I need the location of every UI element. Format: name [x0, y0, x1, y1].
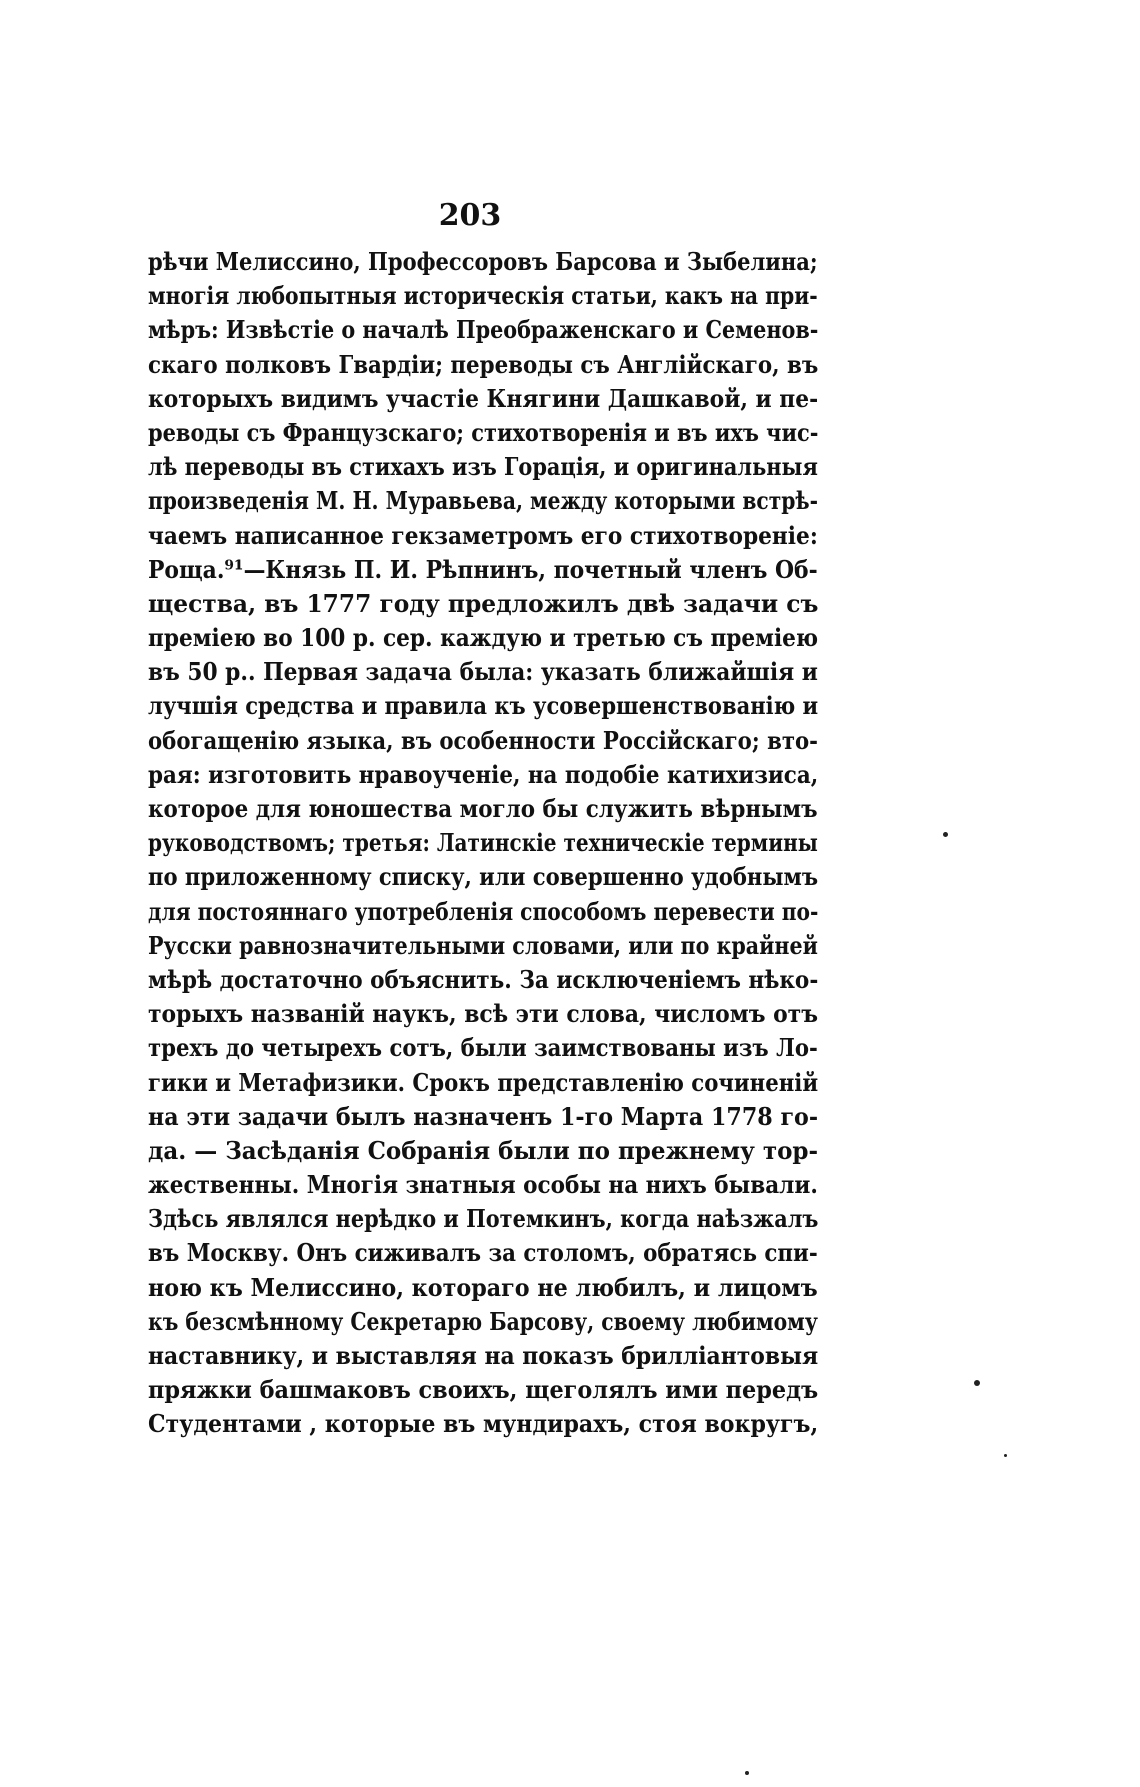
- text-line: трехъ до четырехъ сотъ, были заимствованы изъ Ло-: [148, 1033, 818, 1063]
- text-line: ною къ Мелиссино, котораго не любилъ, и лицомъ: [148, 1272, 818, 1302]
- text-line: жественны. Многія знатныя особы на нихъ бывали.: [148, 1170, 818, 1200]
- text-line: обогащенію языка, въ особенности Россійскаго; вто-: [148, 725, 818, 755]
- text-line: наставнику, и выставляя на показъ бриллiантовыя: [148, 1341, 819, 1370]
- text-line: рѣчи Мелиссино, Профессоровъ Барсова и Зыбелина;: [148, 247, 818, 276]
- text-line: въ 50 р.. Первая задача была: указать ближайшія и: [148, 657, 818, 687]
- print-speck: [974, 1380, 980, 1386]
- text-line: гики и Метафизики. Срокъ представленію сочиненій: [148, 1067, 819, 1097]
- text-line: скаго полковъ Гвардіи; переводы съ Англійскаго, въ: [148, 349, 819, 379]
- print-speck: [745, 1771, 749, 1775]
- text-line: чаемъ написанное гекзаметромъ его стихотвореніе:: [148, 520, 818, 550]
- text-line: которое для юношества могло бы служить вѣрнымъ: [148, 794, 818, 823]
- text-line: рая: изготовить нравоученіе, на подобіе катихизиса,: [148, 759, 819, 789]
- text-line: на эти задачи былъ назначенъ 1-го Марта 1778 го-: [148, 1101, 819, 1131]
- text-line: въ Москву. Онъ сиживалъ за столомъ, обратясь спи-: [148, 1238, 818, 1268]
- print-speck: [1004, 1454, 1007, 1457]
- text-line: лучшія средства и правила къ усовершенствованію и: [148, 691, 819, 721]
- text-line: торыхъ названій наукъ, всѣ эти слова, числомъ отъ: [148, 999, 818, 1029]
- text-line: мѣръ: Извѣстіе о началѣ Преображенскаго и Семенов-: [148, 315, 819, 345]
- text-line: реводы съ Французскаго; стихотворенія и въ ихъ чис-: [148, 417, 819, 447]
- text-line: многія любопытныя историческія статьи, какъ на при-: [148, 281, 818, 311]
- body-text: [148, 245, 818, 1442]
- text-line: къ безсмѣнному Секретарю Барсову, своему любимому: [148, 1306, 818, 1336]
- text-line: щества, въ 1777 году предложилъ двѣ задачи съ: [148, 588, 819, 618]
- text-line: лѣ переводы въ стихахъ изъ Горація, и оригинальныя: [148, 452, 818, 482]
- text-line: Русски равнозначительными словами, или по крайней: [148, 930, 818, 960]
- text-line: произведенія М. Н. Муравьева, между которыми встрѣ-: [148, 486, 819, 516]
- print-speck: [943, 832, 948, 837]
- text-line: руководствомъ; третья: Латинскіе техническіе термины: [148, 828, 818, 858]
- text-line: Роща.⁹¹—Князь П. И. Рѣпнинъ, почетный членъ Об-: [148, 554, 818, 584]
- text-line: пряжки башмаковъ своихъ, щеголялъ ими передъ: [148, 1375, 819, 1405]
- text-line: да. — Засѣданія Собранія были по прежнему тор-: [148, 1135, 819, 1165]
- text-line: Студентами , которые въ мундирахъ, стоя вокругъ,: [148, 1409, 819, 1439]
- text-line: преміею во 100 р. сер. каждую и третью съ преміею: [148, 623, 819, 653]
- page-number: 203: [438, 198, 502, 233]
- text-line: по приложенному списку, или совершенно удобнымъ: [148, 862, 819, 892]
- text-line: для постояннаго употребленія способомъ перевести по-: [148, 896, 819, 926]
- text-line: которыхъ видимъ участіе Княгини Дашкавой, и пе-: [148, 383, 819, 413]
- text-line: мѣрѣ достаточно объяснить. За исключеніемъ нѣко-: [148, 964, 819, 994]
- text-line: Здѣсь являлся нерѣдко и Потемкинъ, когда наѣзжалъ: [148, 1204, 819, 1234]
